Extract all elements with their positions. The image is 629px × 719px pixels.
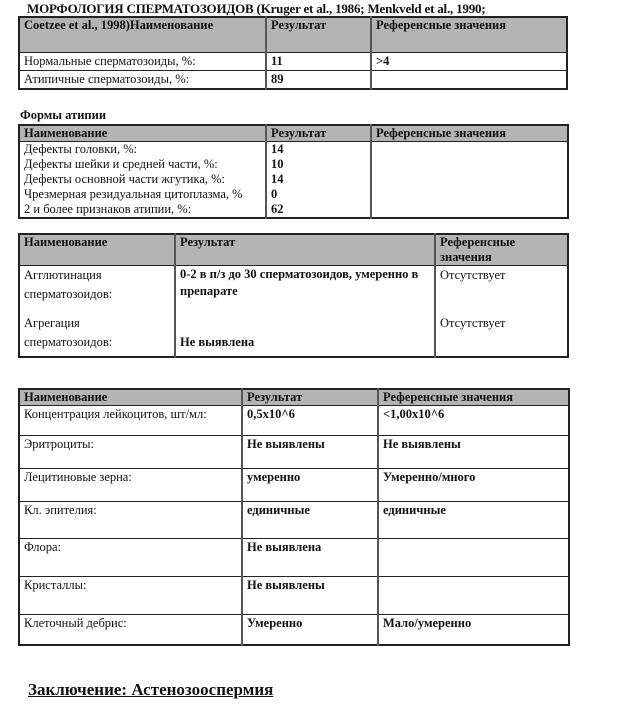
row-name: Кл. эпителия: xyxy=(19,502,242,539)
row-reference xyxy=(378,577,569,615)
row-result: 0-2 в п/з до 30 сперматозоидов, умеренно в препарате xyxy=(180,267,419,298)
row-name: Агрегация сперматозоидов: xyxy=(24,316,113,349)
row-name: Кристаллы: xyxy=(19,577,242,615)
row-result: Не выявлена xyxy=(180,335,255,349)
row-name: Дефекты головки, %: xyxy=(24,142,138,156)
row-reference: <1,00x10^6 xyxy=(378,406,569,436)
row-reference: Мало/умеренно xyxy=(378,615,569,645)
table-row xyxy=(19,615,569,645)
row-name: Дефекты шейки и средней части, %: xyxy=(24,157,218,171)
table-row xyxy=(19,266,568,358)
row-result: умеренно xyxy=(242,469,378,502)
header-reference: Референсные значения xyxy=(371,17,567,53)
row-result: Не выявлены xyxy=(242,436,378,469)
row-name: Флора: xyxy=(19,539,242,577)
table-row xyxy=(19,53,567,71)
row-reference: Не выявлены xyxy=(378,436,569,469)
table-row xyxy=(19,71,567,90)
row-reference xyxy=(378,539,569,577)
row-reference xyxy=(371,71,567,90)
row-result: 62 xyxy=(271,202,284,216)
header-reference: Референсные значения xyxy=(378,389,569,406)
row-result: 89 xyxy=(266,71,371,90)
morphology-table xyxy=(18,16,568,90)
row-reference: >4 xyxy=(371,53,567,71)
header-result: Результат xyxy=(266,125,371,142)
table-header-row xyxy=(19,125,568,142)
table-header-row xyxy=(19,389,569,406)
row-result: 0 xyxy=(271,187,278,201)
row-name: Дефекты основной части жгутика, %: xyxy=(24,172,226,186)
morphology-title: МОРФОЛОГИЯ СПЕРМАТОЗОИДОВ (Kruger et al., 1986; Menkveld et al., 1990; xyxy=(27,1,486,16)
table-row xyxy=(19,539,569,577)
row-result: Не выявлена xyxy=(242,539,378,577)
row-name: Нормальные сперматозоиды, %: xyxy=(19,53,266,71)
atypia-title: Формы атипии xyxy=(20,108,107,122)
row-name: Клеточный дебрис: xyxy=(19,615,242,645)
row-name: Чрезмерная резидуальная цитоплазма, % xyxy=(24,187,243,201)
row-reference: единичные xyxy=(378,502,569,539)
atypia-table xyxy=(18,124,569,219)
cells-table xyxy=(18,388,570,646)
conclusion: Заключение: Астенозооспермия xyxy=(28,680,274,699)
header-reference: Референсные значения xyxy=(371,125,568,142)
row-reference: Отсутствует xyxy=(440,316,506,330)
row-result: Не выявлены xyxy=(242,577,378,615)
row-result: единичные xyxy=(242,502,378,539)
row-name: Агглютинация сперматозоидов: xyxy=(24,268,113,301)
row-result: 0,5x10^6 xyxy=(242,406,378,436)
row-result: 14 xyxy=(271,142,284,156)
row-reference: Отсутствует xyxy=(440,268,506,282)
row-name: Эритроциты: xyxy=(19,436,242,469)
table-header-row xyxy=(19,234,568,266)
aggregation-table xyxy=(18,233,569,358)
row-result: Умеренно xyxy=(242,615,378,645)
table-row xyxy=(19,577,569,615)
table-row xyxy=(19,142,568,219)
header-name: Coetzee et al., 1998)Наименование xyxy=(19,17,266,53)
row-result: 10 xyxy=(271,157,284,171)
table-row xyxy=(19,469,569,502)
table-row xyxy=(19,406,569,436)
row-name: 2 и более признаков атипии, %: xyxy=(24,202,192,216)
header-result: Результат xyxy=(175,234,435,266)
row-reference: Умеренно/много xyxy=(378,469,569,502)
row-result: 14 xyxy=(271,172,284,186)
header-name: Наименование xyxy=(19,389,242,406)
row-name: Концентрация лейкоцитов, шт/мл: xyxy=(19,406,242,436)
table-row xyxy=(19,502,569,539)
table-row xyxy=(19,436,569,469)
row-result: 11 xyxy=(266,53,371,71)
table-header-row xyxy=(19,17,567,53)
header-name: Наименование xyxy=(19,234,175,266)
header-reference: Референсные значения xyxy=(435,234,568,266)
row-reference xyxy=(371,142,568,219)
row-name: Атипичные сперматозоиды, %: xyxy=(19,71,266,90)
header-result: Результат xyxy=(242,389,378,406)
row-name: Лецитиновые зерна: xyxy=(19,469,242,502)
header-name: Наименование xyxy=(19,125,266,142)
header-result: Результат xyxy=(266,17,371,53)
